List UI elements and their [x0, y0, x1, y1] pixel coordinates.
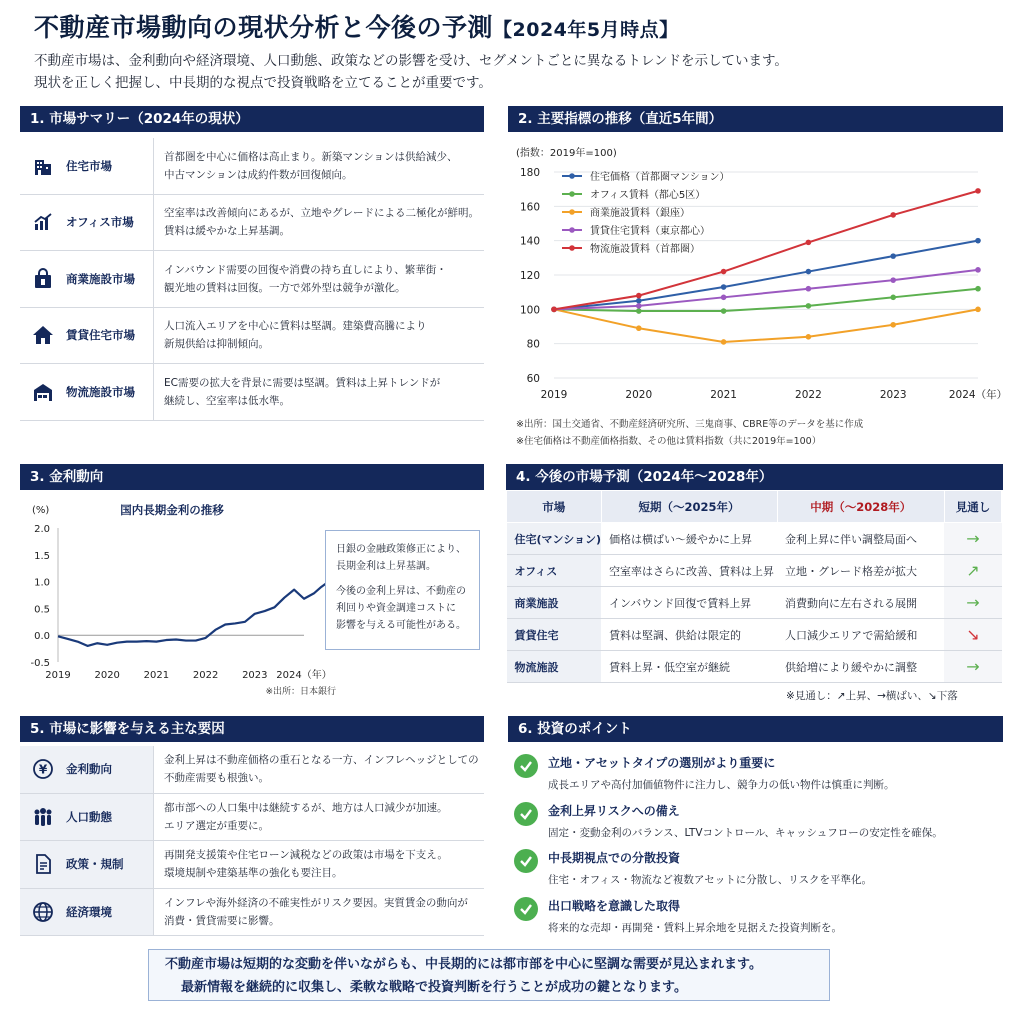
row1-item [20, 138, 484, 195]
rate-line [58, 582, 329, 646]
col-mid: 中期（～2028年） [777, 491, 944, 523]
row1-label: 商業施設市場 [66, 271, 135, 286]
check-icon [514, 802, 538, 826]
row1-item [20, 251, 484, 308]
data-point [890, 322, 896, 328]
row5-label-cell [20, 889, 154, 936]
row1-label-cell [20, 195, 154, 251]
y-tick-label: 60 [526, 373, 540, 385]
x-tick-label: 2020 [94, 670, 120, 681]
y-tick-label: 160 [519, 201, 540, 214]
data-point [806, 240, 812, 246]
globe-icon [30, 899, 56, 925]
data-point [551, 307, 557, 313]
forecast-short: 賃料上昇・低空室が継続 [601, 651, 777, 683]
shopping-bag-icon [30, 266, 56, 292]
y-tick-label: -0.5 [30, 658, 50, 669]
point-heading: 立地・アセットタイプの選別がより重要に [548, 756, 776, 770]
outlook-arrow-icon: → [944, 587, 1001, 619]
svg-text:¥: ¥ [38, 762, 48, 777]
data-point [721, 339, 727, 345]
outlook-arrow-icon: → [944, 523, 1001, 555]
data-point [636, 298, 642, 304]
outlook-arrow-icon: ↗ [944, 555, 1001, 587]
row5-item [20, 794, 484, 842]
y-tick-label: 120 [519, 270, 540, 282]
row1-label-cell [20, 138, 154, 194]
forecast-header-row [507, 491, 1002, 523]
row5-description: 金利上昇は不動産価格の重石となる一方、インフレヘッジとしての 不動産需要も根強い。 [164, 754, 479, 785]
row5-item [20, 841, 484, 889]
legend-marker [569, 191, 575, 197]
row5-description: 再開発支援策や住宅ローン減税などの政策は市場を下支え。 環境規制や建築基準の強化も要注目。 [164, 849, 448, 880]
forecast-market: オフィス [507, 555, 602, 587]
legend-label: 住宅価格（首都圏マンション） [590, 172, 730, 183]
data-point [721, 308, 727, 314]
row1-description-cell [154, 195, 484, 251]
investment-point [514, 754, 895, 792]
forecast-row [507, 587, 1002, 619]
forecast-short: 賃料は堅調、供給は限定的 [601, 619, 777, 651]
page-title: 不動産市場動向の現状分析と今後の予測【2024年5月時点】 [34, 13, 679, 42]
data-point [636, 303, 642, 309]
point-body: 成長エリアや高付加価値物件に注力し、競争力の低い物件は慎重に判断。 [548, 779, 895, 791]
y-tick-label: 80 [526, 338, 540, 351]
y-tick-label: 140 [519, 235, 540, 248]
row5-label: 人口動態 [66, 809, 112, 824]
point-heading: 金利上昇リスクへの備え [548, 803, 680, 818]
intro [34, 50, 788, 94]
row5-item [20, 746, 484, 794]
forecast-mid: 消費動向に左右される展開 [777, 587, 944, 619]
row1-label: 賃貸住宅市場 [66, 328, 135, 343]
x-tick-label: 2022 [795, 389, 822, 401]
point-text [548, 802, 943, 840]
indicators-line-chart [508, 140, 1008, 410]
data-point [890, 253, 896, 259]
data-point [636, 293, 642, 299]
x-tick-label: 2020 [625, 389, 653, 401]
data-point [975, 307, 981, 313]
row5-label-cell [20, 794, 154, 841]
data-point [806, 269, 812, 275]
forecast-table [506, 490, 1002, 683]
investment-point [514, 897, 842, 935]
section-factors-header: 5. 市場に影響を与える主な要因 [20, 716, 484, 742]
row5-label-cell [20, 841, 154, 888]
data-point [806, 303, 812, 309]
section-forecast-header: 4. 今後の市場予測（2024年～2028年） [506, 464, 1003, 490]
row1-label: オフィス市場 [66, 215, 134, 230]
x-tick-label: 2019 [540, 389, 568, 401]
section-indicators-header: 2. 主要指標の推移（直近5年間） [508, 106, 1003, 132]
data-point [721, 284, 727, 290]
chart-y-axis-label: (指数：2019年=100) [516, 148, 617, 159]
y-tick-label: 100 [519, 304, 540, 317]
legend-label: 賃貸住宅賃料（東京都心） [590, 226, 710, 237]
y-tick-label: 0.0 [34, 631, 50, 643]
y-tick-label: 2.0 [34, 524, 50, 535]
y-tick-label: 0.5 [34, 604, 50, 616]
data-point [636, 325, 642, 331]
forecast-mid: 人口減少エリアで需給緩和 [777, 619, 944, 651]
row5-label-cell [20, 746, 154, 793]
forecast-row [507, 523, 1002, 555]
chart-y-axis-label: (%) [32, 505, 50, 516]
forecast-short: 空室率はさらに改善、賃料は上昇 [601, 555, 777, 587]
row1-label-cell [20, 251, 154, 307]
point-text [548, 897, 842, 935]
point-heading: 中長期視点での分散投資 [548, 851, 681, 865]
point-body: 将来的な売却・再開発・賃料上昇余地を見据えた投資判断を。 [548, 921, 842, 934]
outlook-arrow-icon: → [944, 651, 1001, 683]
x-tick-label: 2019 [45, 670, 71, 681]
data-point [721, 295, 727, 301]
callout-text-2: 今後の金利上昇は、不動産の 利回りや資金調達コストに 影響を与える可能性がある。 [336, 586, 466, 631]
investment-point [514, 802, 943, 840]
date-tag: 【2024年5月時点】 [493, 19, 679, 41]
forecast-short: インバウンド回復で賃料上昇 [601, 587, 777, 619]
y-tick-label: 180 [519, 167, 540, 179]
forecast-row [507, 555, 1002, 587]
building-icon [30, 153, 56, 179]
data-point [721, 269, 727, 275]
investment-point [514, 849, 872, 887]
legend-label: 物流施設賃料（首都圏） [590, 244, 700, 255]
row1-label-cell [20, 308, 154, 364]
row5-item [20, 889, 484, 937]
row1-item [20, 364, 484, 421]
row5-description-cell [154, 794, 484, 841]
row1-description: 空室率は改善傾向にあるが、立地やグレードによる二極化が鮮明。 賃料は緩やかな上昇基調。 [164, 207, 479, 238]
outlook-arrow-icon: ↘ [944, 619, 1001, 651]
bar-chart-icon [30, 209, 56, 235]
section-rates-header: 3. 金利動向 [20, 464, 484, 490]
data-point [975, 286, 981, 292]
row5-description-cell [154, 889, 484, 936]
forecast-mid: 金利上昇に伴い調整局面へ [777, 523, 944, 555]
row1-description: EC需要の拡大を背景に需要は堅調。賃料は上昇トレンドが 継続し、空室率は低水準。 [164, 376, 441, 407]
legend-marker [569, 245, 575, 251]
x-tick-label: 2022 [192, 670, 219, 681]
point-text [548, 754, 895, 792]
y-tick-label: 1.5 [34, 550, 50, 562]
conclusion-line-1: 不動産市場は短期的な変動を伴いながらも、中長期的には都市部を中心に堅調な需要が見込まれます。 [165, 957, 762, 972]
check-icon [514, 754, 538, 778]
forecast-mid: 供給増により緩やかに調整 [777, 651, 944, 683]
check-icon [514, 897, 538, 921]
data-point [975, 267, 981, 273]
data-point [806, 334, 812, 340]
legend-marker [569, 227, 575, 233]
row5-label: 金利動向 [66, 762, 112, 777]
yen-icon [30, 756, 56, 782]
forecast-row [507, 651, 1002, 683]
forecast-market: 商業施設 [507, 587, 602, 619]
forecast-market: 住宅(マンション) [507, 523, 602, 555]
x-tick-label: 2023 [242, 670, 268, 681]
point-body: 住宅・オフィス・物流など複数アセットに分散し、リスクを平準化。 [548, 874, 873, 886]
check-icon [514, 849, 538, 873]
point-body: 固定・変動金利のバランス、LTVコントロール、キャッシュフローの安定性を確保。 [548, 826, 943, 839]
row1-description: インバウンド需要の回復や消費の持ち直しにより、繁華街・ 観光地の賃料は回復。一方で郊外型は競争が激化。 [164, 263, 447, 294]
x-tick-label: 2024（年） [276, 670, 332, 681]
people-icon [30, 804, 56, 830]
row5-description: 都市部への人口集中は継続するが、地方は人口減少が加速。 エリア選定が重要に。 [164, 801, 448, 832]
conclusion-box [148, 949, 830, 1001]
forecast-market: 賃貸住宅 [507, 619, 602, 651]
row5-description: インフレや海外経済の不確実性がリスク要因。実質賃金の動向が 消費・賃貸需要に影響。 [164, 896, 468, 927]
y-tick-label: 1.0 [34, 577, 50, 589]
x-tick-label: 2023 [879, 389, 907, 401]
legend-label: オフィス賃料（都心5区） [590, 190, 706, 201]
indicators-note-2: ※住宅価格は不動産価格指数、その他は賃料指数（共に2019年=100） [516, 436, 822, 447]
row1-description-cell [154, 251, 484, 307]
forecast-legend: ※見通し：↗上昇、→横ばい、↘下落 [786, 690, 958, 702]
point-heading: 出口戦略を意識した取得 [548, 898, 681, 913]
row1-description: 人口流入エリアを中心に賃料は堅調。建築費高騰により 新規供給は抑制傾向。 [164, 320, 427, 351]
legend-marker [569, 173, 575, 179]
col-short: 短期（～2025年） [601, 491, 777, 523]
callout-text-1: 日銀の金融政策修正により、 長期金利は上昇基調。 [336, 544, 466, 572]
row5-description-cell [154, 841, 484, 888]
data-point [975, 188, 981, 194]
data-point [890, 295, 896, 301]
forecast-short: 価格は横ばい～緩やかに上昇 [601, 523, 777, 555]
house-icon [30, 322, 56, 348]
row1-label: 物流施設市場 [66, 384, 135, 399]
section-summary-header: 1. 市場サマリー（2024年の現状） [20, 106, 484, 132]
data-point [636, 308, 642, 314]
forecast-market: 物流施設 [507, 651, 602, 683]
data-point [890, 212, 896, 218]
row1-description-cell [154, 308, 484, 364]
point-text [548, 849, 872, 887]
col-market: 市場 [507, 491, 602, 523]
warehouse-icon [30, 379, 56, 405]
legend-label: 商業施設賃料（銀座） [590, 208, 690, 219]
section-points-header: 6. 投資のポイント [508, 716, 1003, 742]
intro-line-2: 現状を正しく把握し、中長期的な視点で投資戦略を立てることが重要です。 [34, 75, 492, 91]
row1-item [20, 308, 484, 365]
row1-item [20, 195, 484, 252]
row5-label: 政策・規制 [66, 857, 124, 872]
forecast-row [507, 619, 1002, 651]
legend-marker [569, 209, 575, 215]
row1-label: 住宅市場 [66, 158, 112, 173]
row5-description-cell [154, 746, 484, 793]
row5-label: 経済環境 [66, 904, 112, 919]
series-line [554, 309, 978, 342]
x-tick-label: 2021 [143, 670, 170, 681]
data-point [806, 286, 812, 292]
x-tick-label: 2024（年） [948, 389, 1008, 401]
rate-source-note: ※出所：日本銀行 [265, 687, 336, 697]
row1-label-cell [20, 364, 154, 420]
interest-rate-chart [20, 496, 336, 702]
rates-callout [325, 530, 480, 650]
forecast-mid: 立地・グレード格差が拡大 [777, 555, 944, 587]
document-icon [30, 851, 56, 877]
indicators-note-1: ※出所：国土交通省、不動産経済研究所、三鬼商事、CBRE等のデータを基に作成 [516, 419, 864, 430]
intro-line-1: 不動産市場は、金利動向や経済環境、人口動態、政策などの影響を受け、セグメントごとに異なるトレンドを示しています。 [34, 53, 788, 69]
row1-description-cell [154, 138, 484, 194]
conclusion-line-2: 最新情報を継続的に収集し、柔軟な戦略で投資判断を行うことが成功の鍵となります。 [181, 980, 687, 995]
col-outlook: 見通し [944, 491, 1001, 523]
row1-description-cell [154, 364, 484, 420]
chart-title: 国内長期金利の推移 [120, 503, 224, 517]
x-tick-label: 2021 [710, 389, 737, 401]
data-point [890, 277, 896, 283]
data-point [975, 238, 981, 244]
row1-description: 首都圏を中心に価格は高止まり。新築マンションは供給減少、 中古マンションは成約件数が回復傾向。 [164, 150, 458, 181]
